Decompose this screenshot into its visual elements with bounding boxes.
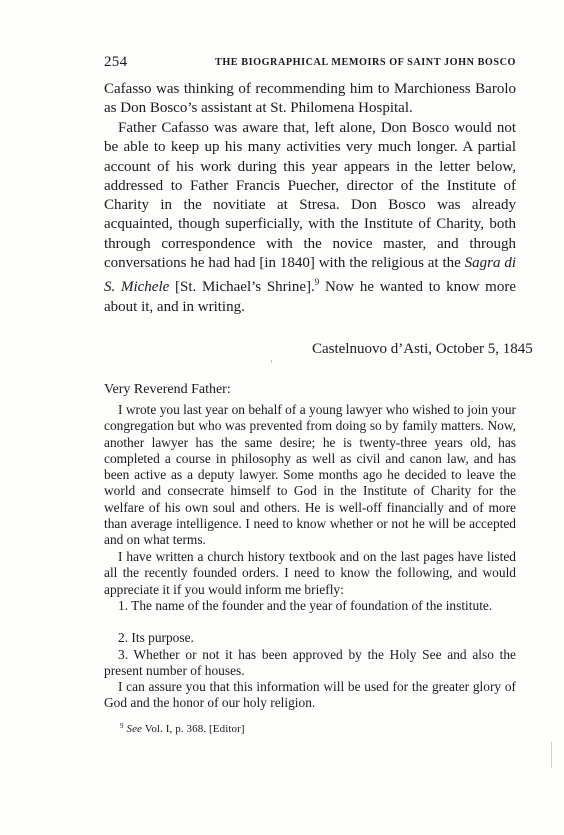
letter-closing: I can assure you that this information will be used for the greater glory of God and the honor of our holy religion. <box>104 679 516 711</box>
footnote-see: See <box>126 723 143 735</box>
letter-list-item-1: 1. The name of the founder and the year of foundation of the institute. <box>118 598 493 613</box>
letter-paragraph-1: I wrote you last year on behalf of a young lawyer who wished to join your congregation but who was prevented from doing so by family matters. Now, another lawyer has the same desire; he is twenty-three years old, has completed a course in philosophy as well as civil and canon law, and has been active as a deputy lawyer. Some months ago he decided to leave the world and consecrate himself to God in the Institute of Charity for the welfare of his own soul and others. He is well-off financially and of more than average intelligence. I need to know whether or not he will be accepted and on what terms. <box>104 402 516 548</box>
scan-edge-mark <box>551 742 552 768</box>
intro-paragraph-2-mid: [St. Michael’s Shrine]. <box>169 279 315 296</box>
intro-paragraph-2-end: Now he wanted to know more about it, and in writing. <box>104 279 516 315</box>
page-number: 254 <box>104 54 128 70</box>
intro-paragraph-2-start: Father Cafasso was aware that, left alone, Don Bosco would not be able to keep up his many activities very much longer. A partial account of his work during this year appears in the letter below, addressed to Father Francis Puecher, director of the Institute of Charity in the novitiate at Stresa. Don Bosco was already acquainted, though superficially, with the Institute of Charity, both through correspondence with the novice master, and through conversations he had had [in 1840] with the religious at the <box>104 120 516 272</box>
footnote <box>120 722 245 735</box>
letter-list-item-2: 2. Its purpose. <box>118 630 194 645</box>
letter-salutation: Very Reverend Father: <box>104 382 231 397</box>
footnote-text: Vol. I, p. 368. [Editor] <box>142 723 245 735</box>
letter-paragraph-2: I have written a church history textbook and on the last pages have listed all the recently founded orders. I need to know the following, and would appreciate it if you would inform me briefly: <box>104 549 516 597</box>
running-head: THE BIOGRAPHICAL MEMOIRS OF SAINT JOHN BOSCO <box>214 57 516 68</box>
footnote-marker: 9 <box>120 722 124 730</box>
letter-list-item-3: 3. Whether or not it has been approved by the Holy See and also the present number of houses. <box>104 647 516 679</box>
sagra-di-s-michele: Sagra di S. Michele <box>104 255 516 296</box>
footnote-reference: 9 <box>314 277 320 288</box>
intro-paragraph-1: Cafasso was thinking of recommending him to Marchioness Barolo as Don Bosco’s assistant at St. Philomena Hospital. <box>104 81 516 117</box>
scan-tick-mark <box>271 360 272 363</box>
intro-paragraph-2 <box>104 119 516 317</box>
page-header <box>104 54 516 74</box>
letter-date-line: Castelnuovo d’Asti, October 5, 1845 <box>312 341 533 357</box>
